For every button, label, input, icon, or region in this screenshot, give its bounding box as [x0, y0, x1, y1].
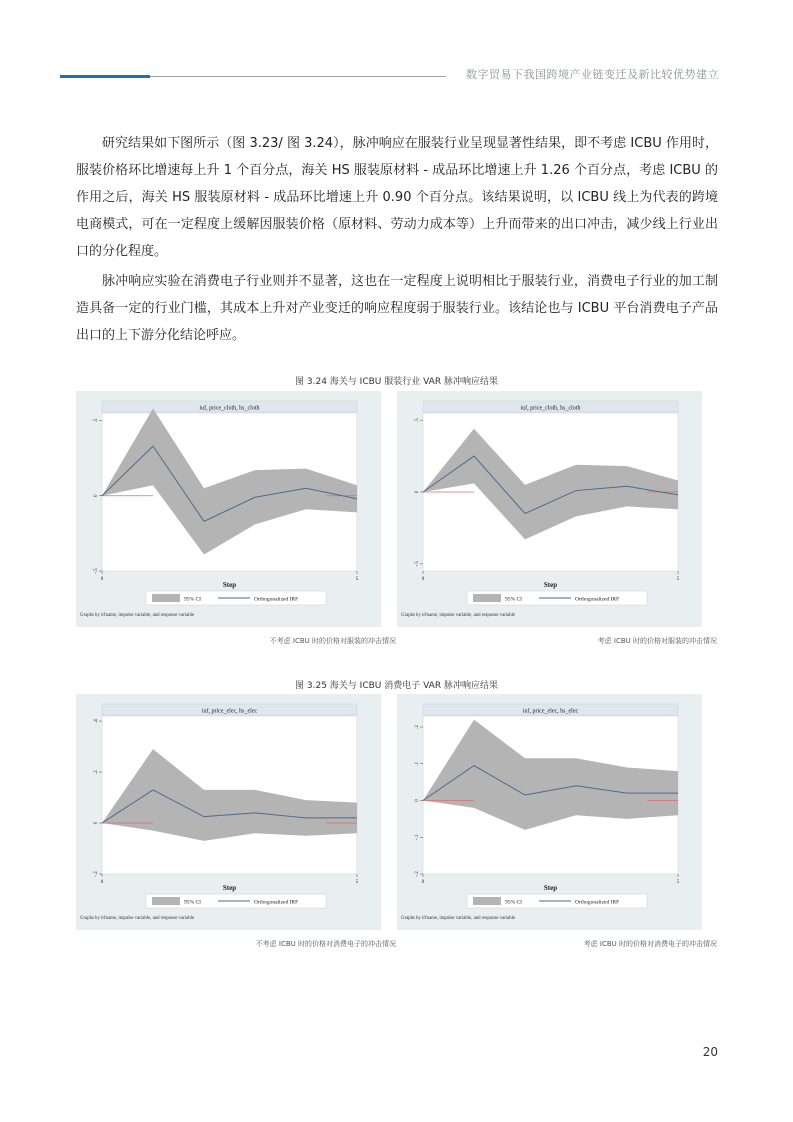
subfigure-caption: 不考虑 ICBU 时的价格对消费电子的冲击情况: [255, 940, 396, 948]
x-tick-label: 5: [676, 577, 680, 582]
x-axis-label: Step: [222, 884, 237, 892]
x-axis-label: Step: [543, 884, 558, 892]
chart-title: iuf, price_cloth, hs_cloth: [199, 405, 260, 412]
irf-chart: [76, 694, 381, 930]
chart-title: iuf, price_elec, hs_elec: [201, 708, 258, 715]
x-axis-label: Step: [543, 581, 558, 589]
legend-label-ci: 95% CI: [184, 899, 201, 906]
subfigure-caption: 考虑 ICBU 时的价格对服装的冲击情况: [597, 637, 717, 645]
irf-chart: [76, 391, 381, 627]
chart-note: Graphs by irfname, impulse variable, and response variable: [80, 916, 195, 921]
legend-label-irf: Orthogonalized IRF: [575, 596, 620, 603]
y-tick-label: 0: [415, 490, 420, 494]
y-tick-label: 0: [415, 799, 420, 802]
paragraph-results: 研究结果如下图所示（图 3.23/ 图 3.24），脉冲响应在服装行业呈现显著性结果，即不考虑 ICBU 作用时，服装价格环比增速每上升 1 个百分点，海关 HS 服装原材料 - 成品环比增速上升 1.26 个百分点，考虑 ICBU 的作用之后，海关 HS 服装原材料 - 成品环比增速上升 0.90 个百分点。该结果说明，以 ICBU 线上为代表的跨境电商模式，可在一定程度上缓解因服装价格（原材料、劳动力成本等）上升而带来的出口冲击，减少线上行业出口的分化程度。: [76, 136, 718, 259]
chart-panel: [76, 391, 381, 627]
legend-swatch-ci: [473, 897, 501, 905]
x-tick-label: 5: [676, 880, 680, 885]
subfigure-caption: 考虑 ICBU 时的价格对消费电子的冲击情况: [583, 940, 717, 948]
y-tick-label: -.2: [415, 871, 420, 877]
legend-swatch-ci: [152, 594, 180, 602]
figure-caption: 图 3.25 海关与 ICBU 消费电子 VAR 脉冲响应结果: [295, 681, 498, 691]
chart-title: iuf, price_elec, hs_elec: [522, 708, 579, 715]
chart-title: iuf, price_cloth, hs_cloth: [520, 405, 581, 412]
paragraph-electronics: 脉冲响应实验在消费电子行业则并不显著，这也在一定程度上说明相比于服装行业，消费电子行业的加工制造具备一定的行业门槛，其成本上升对产业变迁的响应程度弱于服装行业。该结论也与 ICBU 平台消费电子产品出口的上下游分化结论呼应。: [76, 274, 718, 343]
y-tick-label: -.1: [415, 834, 420, 840]
legend-label-ci: 95% CI: [184, 596, 201, 603]
y-tick-label: .2: [94, 770, 99, 774]
legend-label-irf: Orthogonalized IRF: [254, 596, 299, 603]
y-tick-label: .4: [94, 719, 99, 723]
chart-panel: [397, 391, 702, 627]
header-rule: [150, 76, 446, 77]
chart-panel: [76, 694, 381, 930]
chart-note: Graphs by irfname, impulse variable, and response variable: [401, 613, 516, 618]
x-tick-label: 0: [421, 577, 425, 582]
y-tick-label: -.2: [94, 871, 99, 877]
y-tick-label: -.5: [415, 561, 420, 567]
irf-chart: [397, 391, 702, 627]
header-accent-bar: [60, 75, 150, 78]
page-number: 20: [702, 1045, 718, 1059]
x-tick-label: 0: [100, 577, 104, 582]
figure-caption: 图 3.24 海关与 ICBU 服装行业 VAR 脉冲响应结果: [295, 377, 498, 387]
x-tick-label: 5: [355, 880, 359, 885]
y-tick-label: 0: [94, 494, 99, 498]
chart-panel: [397, 694, 702, 930]
irf-chart: [397, 694, 702, 930]
x-tick-label: 5: [355, 577, 359, 582]
legend-label-irf: Orthogonalized IRF: [254, 899, 299, 906]
legend-swatch-ci: [152, 897, 180, 905]
y-tick-label: .5: [415, 418, 420, 423]
running-header-title: 数字贸易下我国跨境产业链变迁及新比较优势建立: [466, 68, 719, 81]
chart-note: Graphs by irfname, impulse variable, and response variable: [401, 916, 516, 921]
y-tick-label: -.5: [94, 568, 99, 574]
y-tick-label: .1: [415, 761, 420, 766]
legend-label-ci: 95% CI: [505, 899, 522, 906]
legend-label-ci: 95% CI: [505, 596, 522, 603]
legend-label-irf: Orthogonalized IRF: [575, 899, 620, 906]
y-tick-label: .2: [415, 725, 420, 729]
legend-swatch-ci: [473, 594, 501, 602]
x-tick-label: 0: [100, 880, 104, 885]
y-tick-label: 0: [94, 821, 99, 825]
y-tick-label: .5: [94, 418, 99, 423]
subfigure-caption: 不考虑 ICBU 时的价格对服装的冲击情况: [269, 637, 396, 645]
x-tick-label: 0: [421, 880, 425, 885]
chart-note: Graphs by irfname, impulse variable, and response variable: [80, 613, 195, 618]
x-axis-label: Step: [222, 581, 237, 589]
